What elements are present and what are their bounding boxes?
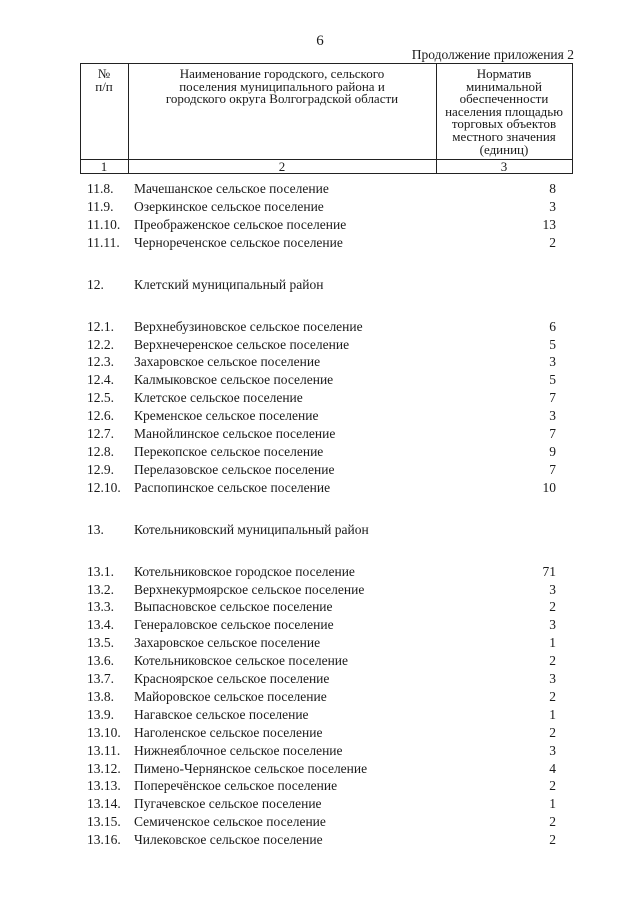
row-number: 12.4. xyxy=(87,372,114,388)
row-number: 13.9. xyxy=(87,706,114,722)
table-row xyxy=(0,198,640,216)
header-col-name: Наименование городского, сельского поселения муниципального района и городского округа Волгоградской области xyxy=(165,66,399,107)
norm-value: 2 xyxy=(549,653,556,669)
table-row xyxy=(0,831,640,849)
table-row xyxy=(0,795,640,813)
header-top-border xyxy=(80,63,573,64)
page-number: 6 xyxy=(316,33,324,49)
table-row xyxy=(0,425,640,443)
settlement-name: Чернореченское сельское поселение xyxy=(134,234,343,250)
row-number: 12.1. xyxy=(87,318,114,334)
table-row xyxy=(0,652,640,670)
norm-value: 6 xyxy=(549,318,556,334)
table-row xyxy=(0,724,640,742)
settlement-name: Котельниковское городское поселение xyxy=(134,563,355,579)
table-row xyxy=(0,479,640,497)
row-number: 12.7. xyxy=(87,426,114,441)
row-number: 13.15. xyxy=(87,814,121,830)
settlement-name: Майоровское сельское поселение xyxy=(134,688,327,704)
table-row xyxy=(0,353,640,371)
header-right-border xyxy=(572,63,573,173)
row-number: 13.12. xyxy=(87,760,121,776)
row-number: 12.8. xyxy=(87,443,114,459)
settlement-name: Семиченское сельское поселение xyxy=(134,814,326,830)
table-row xyxy=(0,581,640,599)
settlement-name: Верхнебузиновское сельское поселение xyxy=(134,318,363,334)
norm-value: 3 xyxy=(549,617,556,633)
table-header xyxy=(80,63,573,173)
settlement-name: Озеркинское сельское поселение xyxy=(134,198,324,214)
row-number: 13.2. xyxy=(87,581,114,597)
table-row xyxy=(0,216,640,234)
settlement-name: Мачешанское сельское поселение xyxy=(134,181,329,196)
settlement-name: Захаровское сельское поселение xyxy=(134,354,321,370)
settlement-name: Распопинское сельское поселение xyxy=(134,479,331,495)
settlement-name: Манойлинское сельское поселение xyxy=(134,426,336,441)
table-row xyxy=(0,616,640,634)
table-row xyxy=(0,688,640,706)
norm-value: 5 xyxy=(549,336,556,352)
norm-value: 5 xyxy=(549,372,556,388)
table-row xyxy=(0,598,640,616)
table-row xyxy=(0,813,640,831)
district-row xyxy=(0,521,640,539)
row-number: 13.3. xyxy=(87,599,114,615)
header-col-norm: Норматив минимальной обеспеченности населения площадью торговых объектов местного значения (единиц) xyxy=(445,66,563,157)
row-number: 13.1. xyxy=(87,563,114,579)
norm-value: 1 xyxy=(549,796,556,812)
norm-value: 3 xyxy=(549,671,556,686)
table-row xyxy=(0,563,640,581)
norm-value: 2 xyxy=(549,778,556,794)
table-row xyxy=(0,634,640,652)
norm-value: 8 xyxy=(549,181,556,196)
table-row xyxy=(0,180,640,198)
row-number: 12.6. xyxy=(87,408,114,424)
table-row xyxy=(0,371,640,389)
row-number: 13.7. xyxy=(87,671,114,686)
norm-value: 9 xyxy=(549,443,556,459)
table-row xyxy=(0,760,640,778)
row-number: 12.2. xyxy=(87,336,114,352)
row-number: 11.9. xyxy=(87,198,114,214)
row-number: 12.10. xyxy=(87,479,121,495)
row-number: 13.8. xyxy=(87,688,114,704)
norm-value: 3 xyxy=(549,198,556,214)
norm-value: 3 xyxy=(549,742,556,758)
district-name: Клетский муниципальный район xyxy=(134,276,324,292)
norm-value: 1 xyxy=(549,706,556,722)
settlement-name: Перелазовское сельское поселение xyxy=(134,461,335,477)
norm-value: 2 xyxy=(549,724,556,740)
norm-value: 3 xyxy=(549,408,556,424)
settlement-name: Выпасновское сельское поселение xyxy=(134,599,333,615)
district-name: Котельниковский муниципальный район xyxy=(134,521,369,537)
settlement-name: Наголенское сельское поселение xyxy=(134,724,323,740)
table-row xyxy=(0,318,640,336)
norm-value: 2 xyxy=(549,814,556,830)
table-row xyxy=(0,742,640,760)
norm-value: 71 xyxy=(542,563,556,579)
row-number: 13.13. xyxy=(87,778,121,794)
norm-value: 2 xyxy=(549,599,556,615)
row-number: 12.5. xyxy=(87,390,114,406)
settlement-name: Чилековское сельское поселение xyxy=(134,832,323,848)
norm-value: 3 xyxy=(549,354,556,370)
settlement-name: Перекопское сельское поселение xyxy=(134,443,324,459)
settlement-name: Захаровское сельское поселение xyxy=(134,635,321,651)
row-number: 13.14. xyxy=(87,796,121,812)
settlement-name: Котельниковское сельское поселение xyxy=(134,653,349,669)
norm-value: 7 xyxy=(549,426,556,441)
settlement-name: Нижнеяблочное сельское поселение xyxy=(134,742,343,758)
row-number: 13.16. xyxy=(87,832,121,848)
table-row xyxy=(0,443,640,461)
header-num-3: 3 xyxy=(500,159,508,174)
norm-value: 13 xyxy=(542,216,556,232)
header-num-2: 2 xyxy=(278,159,286,174)
norm-value: 2 xyxy=(549,832,556,848)
row-number: 13.4. xyxy=(87,617,114,633)
row-number: 11.8. xyxy=(87,181,114,196)
settlement-name: Преображенское сельское поселение xyxy=(134,216,347,232)
norm-value: 1 xyxy=(549,635,556,651)
row-number: 13. xyxy=(87,521,104,537)
norm-value: 10 xyxy=(542,479,556,495)
norm-value: 2 xyxy=(549,688,556,704)
continuation-label: Продолжение приложения 2 xyxy=(411,47,574,62)
row-number: 12.3. xyxy=(87,354,114,370)
row-number: 12.9. xyxy=(87,461,114,477)
settlement-name: Пимено-Чернянское сельское поселение xyxy=(134,760,368,776)
row-number: 11.11. xyxy=(87,234,120,250)
settlement-name: Красноярское сельское поселение xyxy=(134,671,330,686)
table-row xyxy=(0,706,640,724)
norm-value: 2 xyxy=(549,234,556,250)
norm-value: 7 xyxy=(549,390,556,406)
settlement-name: Верхнечеренское сельское поселение xyxy=(134,336,350,352)
table-row xyxy=(0,234,640,252)
norm-value: 4 xyxy=(549,760,556,776)
header-col-number: № п/п xyxy=(95,66,113,94)
settlement-name: Нагавское сельское поселение xyxy=(134,706,309,722)
settlement-name: Кременское сельское поселение xyxy=(134,408,319,424)
row-number: 13.5. xyxy=(87,635,114,651)
row-number: 12. xyxy=(87,276,104,292)
norm-value: 7 xyxy=(549,461,556,477)
district-row xyxy=(0,276,640,294)
settlement-name: Верхнекурмоярское сельское поселение xyxy=(134,581,365,597)
table-row xyxy=(0,336,640,354)
table-row xyxy=(0,461,640,479)
settlement-name: Генераловское сельское поселение xyxy=(134,617,334,633)
settlement-name: Клетское сельское поселение xyxy=(134,390,303,406)
table-row xyxy=(0,389,640,407)
row-number: 11.10. xyxy=(87,216,121,232)
header-num-1: 1 xyxy=(100,159,108,174)
table-row xyxy=(0,670,640,688)
table-row xyxy=(0,777,640,795)
row-number: 13.10. xyxy=(87,724,121,740)
settlement-name: Калмыковское сельское поселение xyxy=(134,372,334,388)
norm-value: 3 xyxy=(549,581,556,597)
row-number: 13.6. xyxy=(87,653,114,669)
settlement-name: Пугачевское сельское поселение xyxy=(134,796,322,812)
settlement-name: Поперечёнское сельское поселение xyxy=(134,778,338,794)
table-row xyxy=(0,407,640,425)
row-number: 13.11. xyxy=(87,742,121,758)
